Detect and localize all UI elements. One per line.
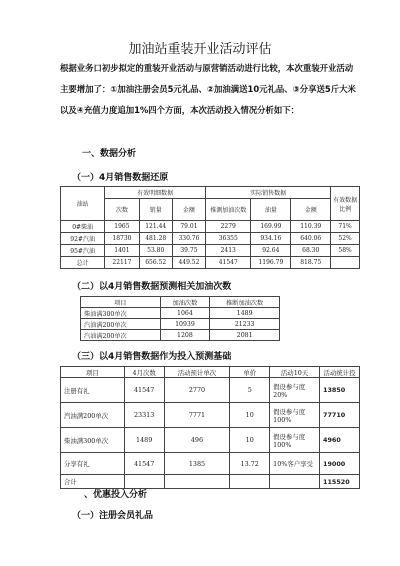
table-row xyxy=(81,330,280,341)
cell: 92.64 xyxy=(251,245,291,257)
cell: 柴油满300单次 xyxy=(61,428,125,453)
cell: 79.01 xyxy=(172,221,205,233)
header-amount: 金额 xyxy=(172,199,205,221)
april-sales-table xyxy=(60,186,360,269)
cell: 52% xyxy=(331,233,360,245)
cell: 柴油满300单次 xyxy=(81,308,161,319)
header-expected-times: 活动预计单次 xyxy=(164,367,230,378)
cell: 汽油满200单次 xyxy=(61,403,125,428)
cell: 41547 xyxy=(206,257,251,269)
cell: 1489 xyxy=(124,428,164,453)
cell: 23313 xyxy=(124,403,164,428)
cell: 656.52 xyxy=(139,257,172,269)
header-times: 加油次数 xyxy=(160,297,210,308)
header-april-times: 4月次数 xyxy=(124,367,164,378)
cell: 36355 xyxy=(206,233,251,245)
intro-paragraph: 根据业务口初步拟定的重装开业活动与原营销活动进行比较，本次重装开业活动主要增加了：①加油注册会员5元礼品、②加油满送10元礼品、③分享送5斤大米以及④充值力度追加1%四个方面，本次活动投入情况分析如下： xyxy=(60,63,356,115)
cell: 1196.79 xyxy=(251,257,291,269)
cell: 汽油满200单次 xyxy=(81,330,161,341)
cell: 68.30 xyxy=(291,245,331,257)
cell: 58% xyxy=(331,245,360,257)
cell: 10939 xyxy=(160,319,210,330)
cell: 1965 xyxy=(105,221,139,233)
cell: 818.75 xyxy=(291,257,331,269)
cell: 10%客户享受 xyxy=(270,453,320,475)
section-data-analysis: 一、数据分析 xyxy=(82,149,137,159)
cell: 假设参与度100% xyxy=(270,403,320,428)
cell: 1208 xyxy=(160,330,210,341)
cell: 121.44 xyxy=(139,221,172,233)
cell: 77710 xyxy=(320,403,360,428)
cell: 39.75 xyxy=(172,245,205,257)
table-row xyxy=(61,428,360,453)
subsection-predict-times: （二）以4月销售数据预测相关加油次数 xyxy=(72,282,232,292)
table-row xyxy=(61,453,360,475)
table-row xyxy=(61,403,360,428)
cell: 10 xyxy=(230,403,270,428)
cell: 2081 xyxy=(210,330,280,341)
cell: 假设参与度100% xyxy=(270,428,320,453)
cell: 注册有礼 xyxy=(61,378,125,403)
header-amount-actual: 金额 xyxy=(291,199,331,221)
document-title: 加油站重装开业活动评估 xyxy=(128,42,272,57)
header-times: 次数 xyxy=(105,199,139,221)
table-row xyxy=(61,233,360,245)
cell: 21233 xyxy=(210,319,280,330)
header-item: 项目 xyxy=(61,367,125,378)
table-row xyxy=(61,221,360,233)
header-estimated-times: 推测加油次数 xyxy=(206,199,251,221)
header-unit-price: 单价 xyxy=(230,367,270,378)
cell: 19000 xyxy=(320,453,360,475)
table-row-total xyxy=(61,257,360,269)
cell xyxy=(331,257,360,269)
total-value: 115520 xyxy=(320,475,360,489)
cell: 169.99 xyxy=(251,221,291,233)
cell xyxy=(270,475,320,489)
cell: 934.16 xyxy=(251,233,291,245)
subsection-april-sales: （一）4月销售数据还原 xyxy=(72,173,169,183)
cell: 5 xyxy=(230,378,270,403)
table-row xyxy=(81,319,280,330)
cell: 53.80 xyxy=(139,245,172,257)
cell: 分享有礼 xyxy=(61,453,125,475)
investment-table xyxy=(60,366,360,489)
header-station: 油站 xyxy=(61,187,105,221)
cell: 481.28 xyxy=(139,233,172,245)
cell: 95#汽油 xyxy=(61,245,105,257)
cell: 496 xyxy=(164,428,230,453)
cell xyxy=(164,475,230,489)
cell: 1489 xyxy=(210,308,280,319)
header-volume-actual: 油量 xyxy=(251,199,291,221)
header-estimated-times: 推断加油次数 xyxy=(210,297,280,308)
header-ratio: 有效数据比例 xyxy=(331,187,360,221)
header-member-data: 有效明细数据 xyxy=(105,187,206,199)
cell xyxy=(230,475,270,489)
cell: 汽油满200单次 xyxy=(81,319,161,330)
cell: 1064 xyxy=(160,308,210,319)
table-row xyxy=(61,245,360,257)
cell: 13.72 xyxy=(230,453,270,475)
header-investment: 活动统计投 xyxy=(320,367,360,378)
cell: 2413 xyxy=(206,245,251,257)
cell: 1385 xyxy=(164,453,230,475)
cell: 1401 xyxy=(105,245,139,257)
cell: 4960 xyxy=(320,428,360,453)
cell: 41547 xyxy=(124,378,164,403)
cell: 总计 xyxy=(61,257,105,269)
cell: 22117 xyxy=(105,257,139,269)
cell: 449.52 xyxy=(172,257,205,269)
header-volume: 销量 xyxy=(139,199,172,221)
predict-times-table xyxy=(80,296,280,341)
cell: 10 xyxy=(230,428,270,453)
subsection-member-gift: （一）注册会员礼品 xyxy=(72,511,154,521)
header-activity-10days: 活动10天 xyxy=(270,367,320,378)
cell: 92#汽油 xyxy=(61,233,105,245)
cell: 110.39 xyxy=(291,221,331,233)
subsection-investment-basis: （三）以4月销售数据作为投入预测基础 xyxy=(72,352,232,362)
section-discount-analysis: 、优惠投入分析 xyxy=(84,490,148,500)
cell: 2770 xyxy=(164,378,230,403)
table-row xyxy=(81,308,280,319)
total-label: 合计 xyxy=(61,475,125,489)
cell: 71% xyxy=(331,221,360,233)
cell: 18730 xyxy=(105,233,139,245)
cell: 13850 xyxy=(320,378,360,403)
header-item: 项目 xyxy=(81,297,161,308)
cell: 7771 xyxy=(164,403,230,428)
cell: 330.76 xyxy=(172,233,205,245)
cell: 假设参与度20% xyxy=(270,378,320,403)
table-row xyxy=(61,378,360,403)
cell: 2279 xyxy=(206,221,251,233)
header-actual-data: 实际销售数据 xyxy=(206,187,331,199)
cell: 0#柴油 xyxy=(61,221,105,233)
cell: 640.06 xyxy=(291,233,331,245)
cell: 41547 xyxy=(124,453,164,475)
